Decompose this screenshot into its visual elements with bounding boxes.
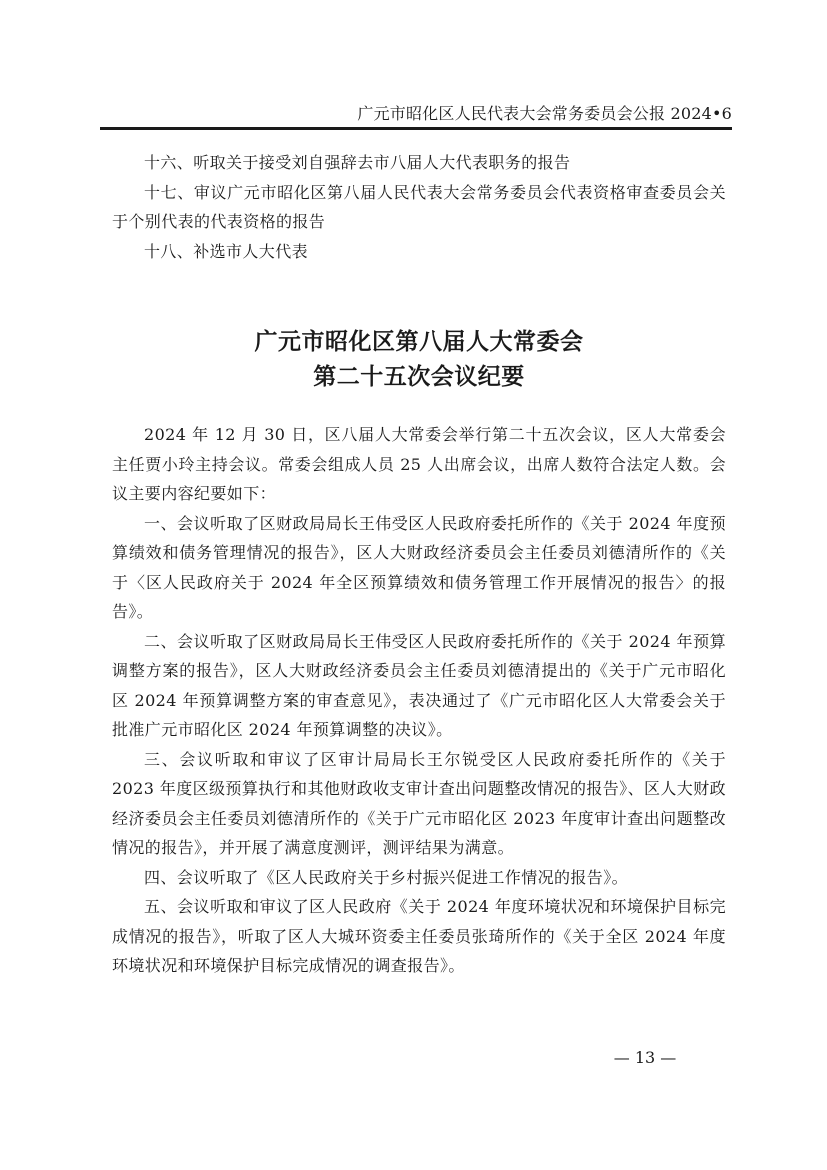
header-rule	[100, 127, 732, 130]
minutes-item-2: 二、会议听取了区财政局局长王伟受区人民政府委托所作的《关于 2024 年预算调整方案的报告》，区人大财政经济委员会主任委员刘德清提出的《关于广元市昭化区 2024 年预算调整方案的审查意见》，表决通过了《广元市昭化区人大常委会关于批准广元市昭化区 2024 年预算调整的决议》。	[112, 631, 726, 739]
title-line-1: 广元市昭化区第八届人大常委会	[254, 328, 584, 355]
minutes-item-4: 四、会议听取了《区人民政府关于乡村振兴促进工作情况的报告》。	[144, 867, 629, 887]
bulletin-header: 广元市昭化区人民代表大会常务委员会公报 2024•6	[357, 104, 732, 123]
page-body	[112, 148, 726, 981]
minutes-item-1: 一、会议听取了区财政局局长王伟受区人民政府委托所作的《关于 2024 年度预算绩效和债务管理情况的报告》，区人大财政经济委员会主任委员刘德清所作的《关于〈区人民政府关于 2024 年全区预算绩效和债务管理工作开展情况的报告〉的报告》。	[112, 513, 726, 621]
title-line-2: 第二十五次会议纪要	[313, 363, 525, 390]
minutes-item-3: 三、会议听取和审议了区审计局局长王尔锐受区人民政府委托所作的《关于 2023 年度区级预算执行和其他财政收支审计查出问题整改情况的报告》、区人大财政经济委员会主任委员刘德清所作的《关于广元市昭化区 2023 年度审计查出问题整改情况的报告》，并开展了满意度测评，测评结果为满意。	[112, 749, 726, 857]
agenda-item-17: 十七、审议广元市昭化区第八届人民代表大会常务委员会代表资格审查委员会关于个别代表的代表资格的报告	[112, 182, 726, 231]
section-title	[112, 324, 726, 394]
intro-paragraph: 2024 年 12 月 30 日，区八届人大常委会举行第二十五次会议，区人大常委会主任贾小玲主持会议。常委会组成人员 25 人出席会议，出席人数符合法定人数。会议主要内容纪要如下：	[112, 425, 726, 503]
minutes-item-5: 五、会议听取和审议了区人民政府《关于 2024 年度环境状况和环境保护目标完成情况的报告》，听取了区人大城环资委主任委员张琦所作的《关于全区 2024 年度环境状况和环境保护目标完成情况的调查报告》。	[112, 897, 726, 975]
agenda-item-16: 十六、听取关于接受刘自强辞去市八届人大代表职务的报告	[144, 153, 571, 172]
page-number: — 13 —	[613, 1048, 677, 1067]
agenda-item-18: 十八、补选市人大代表	[144, 241, 309, 261]
